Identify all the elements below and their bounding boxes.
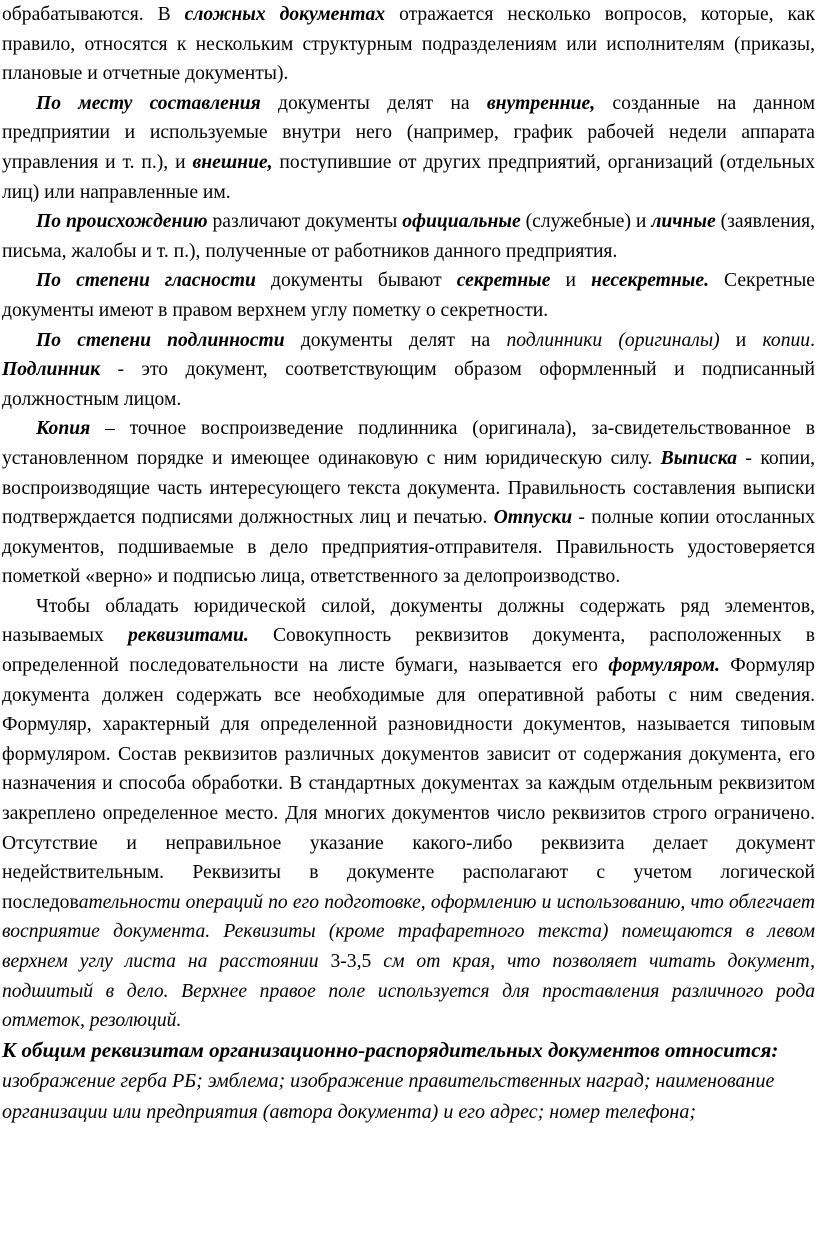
text-run: различают документы bbox=[207, 211, 403, 233]
paragraph-by-publicity bbox=[2, 266, 815, 325]
text-run: и bbox=[550, 270, 592, 292]
term-external: внешние, bbox=[192, 151, 273, 173]
term-originals: подлинники (оригиналы) bbox=[506, 329, 720, 351]
text-run: (служебные) и bbox=[520, 211, 652, 233]
term-extract: Выписка bbox=[660, 447, 738, 469]
text-run: Секретные документы имеют в правом верхнем углу пометку о секретности. bbox=[2, 270, 815, 321]
term-by-origin: По происхождению bbox=[36, 211, 208, 233]
italic-run: см от края, что позволяет читать документ, подшитый в дело. Верхнее правое поле используется для проставления различного рода отметок, резолюций. bbox=[2, 951, 815, 1032]
term-original: Подлинник bbox=[2, 359, 101, 381]
text-run: созданные на данном предприятии и используемые внутри него (например, график рабочей недели аппарата управления и т. п.), и bbox=[2, 92, 815, 173]
term-requisites: реквизитами. bbox=[127, 625, 249, 647]
text-run: (заявления, письма, жалобы и т. п.), полученные от работников данного предприятия. bbox=[2, 211, 815, 262]
text-run: . bbox=[810, 329, 815, 351]
term-copies: копии bbox=[762, 329, 811, 351]
text-run: документы делят на bbox=[260, 92, 487, 114]
paragraph-copy bbox=[2, 414, 815, 592]
text-run: отражается несколько вопросов, которые, как правило, относятся к нескольким структурным подразделениям или исполнителям (приказы, плановые и отчетные документы). bbox=[2, 4, 815, 85]
term-official: официальные bbox=[402, 211, 521, 233]
term-copy: Копия bbox=[36, 418, 91, 440]
text-run: Формуляр документа должен содержать все необходимые для оперативной работы с ним сведения. Формуляр, характерный для определенной разновидности документов, называется типовым формуляром. Состав реквизитов различных документов зависит от содержания документа, его назначения и способа обработки. В стандартных документах за каждым отдельным реквизитом закреплено определенное место. Для многих документов число реквизитов строго ограничено. Отсутствие и неправильное указание какого-либо реквизита делает документ недействительным. Реквизиты в документе располагают с учетом логической последов bbox=[2, 655, 815, 913]
text-run: 3-3,5 bbox=[318, 951, 384, 972]
text-run: поступившие от других предприятий, организаций (отдельных лиц) или направленные им. bbox=[2, 151, 815, 203]
term-internal: внутренние, bbox=[486, 92, 596, 114]
text-run: документы делят на bbox=[284, 329, 507, 351]
text-run: - копии, воспроизводящие часть интересующего текста документа. Правильность составления выписки подтверждается подписями должностных лиц и печатью. bbox=[2, 447, 815, 529]
paragraph-continuation bbox=[2, 0, 815, 89]
heading-general-requisites: К общим реквизитам организационно-распорядительных документов относится: bbox=[2, 1037, 779, 1062]
text-run: обрабатываются. В bbox=[2, 4, 185, 25]
paragraph-by-origin bbox=[2, 207, 815, 266]
term-form: формуляром. bbox=[608, 655, 720, 677]
paragraph-requisites bbox=[2, 592, 815, 1036]
text-run: - это документ, соответствующим образом оформленный и подписанный должностным лицом. bbox=[2, 359, 815, 410]
term-by-authenticity: По степени подлинности bbox=[36, 329, 285, 351]
text-run: – точное воспроизведение подлинника (оригинала), за-свидетельствованное в установленном порядке и имеющее одинаковую с ним юридическую силу. bbox=[2, 418, 815, 469]
term-by-publicity: По степени гласности bbox=[36, 270, 256, 292]
italic-run: ательности операций по его подготовке, оформлению и использованию, что облегчает восприятие документа. Реквизиты (кроме трафаретного текста) помещаются в левом верхнем углу листа на расстоянии bbox=[2, 891, 815, 972]
paragraph-by-place bbox=[2, 89, 815, 207]
paragraph-by-authenticity bbox=[2, 326, 815, 415]
paragraph-general-requisites bbox=[2, 1036, 815, 1128]
term-secret: секретные bbox=[456, 270, 551, 292]
term-personal: личные bbox=[651, 211, 716, 233]
term-complex-documents: сложных документах bbox=[184, 4, 386, 25]
term-dispatches: Отпуски bbox=[493, 507, 573, 529]
italic-run: изображение герба РБ; эмблема; изображение правительственных наград; наименование организации или предприятия (автора документа) и его адрес; номер телефона; bbox=[2, 1070, 775, 1123]
text-run: Чтобы обладать юридической силой, документы должны содержать ряд элементов, называемых bbox=[2, 595, 815, 647]
term-by-place: По месту составления bbox=[36, 92, 261, 114]
term-non-secret: несекретные. bbox=[591, 270, 709, 292]
text-run: - полные копии отосланных документов, подшиваемые в дело предприятия-отправителя. Правильность удостоверяется пометкой «верно» и подписью лица, ответственного за делопроизводство. bbox=[2, 507, 815, 588]
text-run: документы бывают bbox=[255, 270, 457, 292]
text-run: и bbox=[719, 329, 763, 351]
text-run: Совокупность реквизитов документа, расположенных в определенной последовательности на листе бумаги, называется его bbox=[2, 625, 815, 677]
